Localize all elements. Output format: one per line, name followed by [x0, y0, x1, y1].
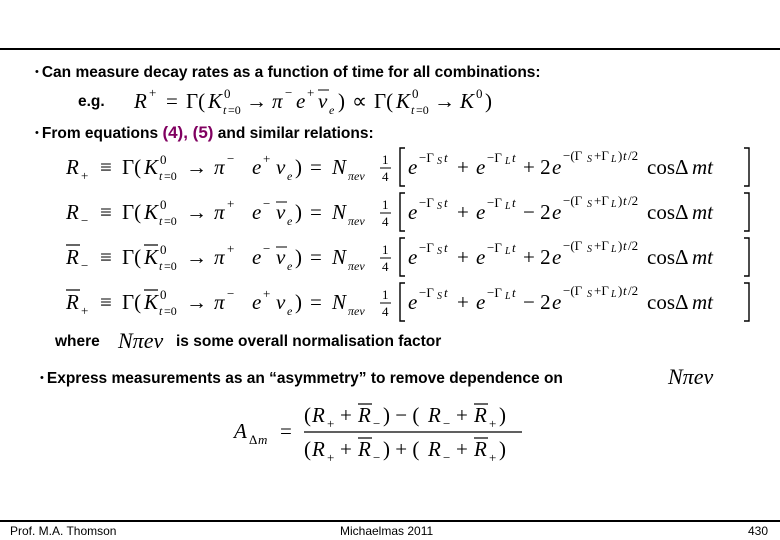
svg-text:cosΔ: cosΔ — [647, 200, 689, 224]
svg-text:−: − — [263, 241, 271, 256]
svg-text:e: e — [252, 245, 262, 269]
svg-text:−: − — [443, 416, 451, 431]
svg-text:=0: =0 — [228, 103, 241, 117]
svg-text:R: R — [134, 89, 147, 113]
svg-text:4: 4 — [382, 259, 389, 274]
svg-text:+ 2: + 2 — [523, 155, 551, 179]
svg-text:=0: =0 — [416, 103, 429, 117]
norm-symbol-where: Nπeν — [118, 328, 164, 353]
svg-text:=: = — [280, 419, 292, 443]
svg-text:e: e — [287, 259, 293, 273]
svg-text:R: R — [428, 403, 441, 427]
svg-text:Γ(: Γ( — [122, 155, 142, 179]
svg-text:R: R — [312, 403, 325, 427]
svg-text:L: L — [611, 154, 617, 165]
svg-text:−: − — [227, 151, 235, 166]
asymmetry-equation — [232, 398, 542, 468]
svg-text:L: L — [505, 291, 511, 302]
svg-text:−Γ: −Γ — [487, 285, 502, 300]
svg-text:Γ(: Γ( — [122, 200, 142, 224]
svg-text:Γ(: Γ( — [186, 89, 206, 113]
svg-text:S: S — [437, 291, 442, 302]
svg-text:mt: mt — [692, 200, 713, 224]
svg-text:e: e — [408, 245, 418, 269]
svg-text:A: A — [234, 419, 247, 443]
svg-text:K: K — [144, 155, 159, 179]
svg-text:N: N — [332, 155, 347, 179]
svg-text:+: + — [457, 245, 469, 269]
svg-text:π: π — [214, 245, 225, 269]
svg-text:R: R — [66, 245, 79, 269]
svg-text:e: e — [408, 155, 418, 179]
svg-text:t: t — [159, 169, 163, 183]
svg-text:→: → — [434, 89, 455, 113]
svg-text:L: L — [505, 201, 511, 212]
svg-text:R: R — [66, 200, 79, 224]
bullet-1-text: Can measure decay rates as a function of time for all combinations: — [41, 64, 541, 81]
svg-text:): ) — [485, 89, 492, 113]
svg-text:+: + — [456, 403, 468, 427]
svg-text:+: + — [263, 286, 271, 301]
svg-text:0: 0 — [476, 86, 483, 101]
svg-text:t: t — [444, 240, 448, 255]
svg-text:+: + — [81, 168, 89, 183]
svg-text:−: − — [81, 258, 89, 273]
bullet-2-text: From equations — [41, 125, 163, 142]
where-label: where — [55, 333, 100, 350]
svg-text:−Γ: −Γ — [419, 150, 434, 165]
svg-text:=: = — [166, 89, 178, 113]
svg-text:→: → — [246, 89, 267, 113]
svg-text:=0: =0 — [164, 169, 177, 183]
svg-text:+: + — [307, 85, 315, 100]
svg-text:ν: ν — [276, 245, 286, 269]
svg-text:R: R — [428, 437, 441, 461]
rate-equation-1 — [65, 148, 749, 186]
bottom-rule — [0, 520, 780, 522]
svg-text:−Γ: −Γ — [419, 195, 434, 210]
svg-text:+Γ: +Γ — [594, 148, 609, 163]
svg-text:R: R — [358, 437, 371, 461]
equation-refs: (4), (5) — [162, 123, 214, 142]
svg-text:+: + — [457, 200, 469, 224]
svg-text:cosΔ: cosΔ — [647, 155, 689, 179]
svg-text:t: t — [444, 150, 448, 165]
svg-text:0: 0 — [160, 242, 167, 257]
svg-text:+: + — [327, 416, 335, 431]
svg-text:−Γ: −Γ — [419, 285, 434, 300]
page-number: 430 — [748, 524, 769, 538]
svg-text:+ 2: + 2 — [523, 245, 551, 269]
svg-text:t: t — [159, 304, 163, 318]
svg-text:π: π — [214, 200, 225, 224]
svg-text:+: + — [227, 241, 235, 256]
svg-text:e: e — [287, 214, 293, 228]
svg-text:) + (: ) + ( — [383, 437, 420, 461]
footer-author: Prof. M.A. Thomson — [10, 524, 117, 538]
svg-text:S: S — [587, 199, 592, 210]
svg-text:L: L — [505, 156, 511, 167]
svg-text:1: 1 — [382, 152, 389, 167]
svg-text:πeν: πeν — [348, 214, 365, 228]
svg-text:−: − — [443, 450, 451, 465]
svg-text:πeν: πeν — [348, 304, 365, 318]
svg-text:): ) — [618, 238, 623, 253]
svg-text:S: S — [437, 201, 442, 212]
svg-text:−: − — [373, 450, 381, 465]
svg-text:e: e — [552, 155, 562, 179]
svg-text:N: N — [332, 290, 347, 314]
svg-text:/2: /2 — [628, 193, 639, 208]
svg-text:K: K — [396, 89, 411, 113]
svg-text:→: → — [186, 155, 207, 179]
svg-text:mt: mt — [692, 155, 713, 179]
svg-text:e: e — [252, 155, 262, 179]
svg-text:): ) — [618, 148, 623, 163]
svg-text:=: = — [310, 200, 322, 224]
footer-term: Michaelmas 2011 — [340, 524, 434, 538]
svg-text:+: + — [327, 450, 335, 465]
where-text: is some overall normalisation factor — [176, 333, 442, 350]
svg-text:≡: ≡ — [100, 155, 112, 179]
svg-text:t: t — [623, 283, 627, 298]
svg-text:π: π — [214, 290, 225, 314]
svg-text:) − (: ) − ( — [383, 403, 420, 427]
svg-text:S: S — [437, 156, 442, 167]
svg-text:→: → — [186, 290, 207, 314]
svg-text:): ) — [295, 155, 302, 179]
svg-text:t: t — [512, 285, 516, 300]
svg-text:−Γ: −Γ — [487, 150, 502, 165]
svg-text:t: t — [512, 240, 516, 255]
svg-text:t: t — [623, 193, 627, 208]
svg-text:Γ(: Γ( — [122, 290, 142, 314]
svg-text:4: 4 — [382, 169, 389, 184]
svg-text:0: 0 — [224, 86, 231, 101]
svg-text:R: R — [66, 155, 79, 179]
svg-text:t: t — [223, 103, 227, 117]
svg-text:−: − — [81, 213, 89, 228]
svg-text:+: + — [263, 151, 271, 166]
svg-text:πeν: πeν — [348, 169, 365, 183]
bullet-2-text-post: and similar relations: — [213, 125, 374, 142]
rate-equation-3 — [65, 238, 749, 276]
svg-text:−: − — [263, 196, 271, 211]
svg-text:S: S — [587, 244, 592, 255]
bullet-2 — [35, 123, 374, 143]
svg-text:K: K — [144, 200, 159, 224]
svg-text:R: R — [474, 437, 487, 461]
svg-text:=0: =0 — [164, 304, 177, 318]
svg-text:− 2: − 2 — [523, 290, 551, 314]
svg-text:=: = — [310, 245, 322, 269]
svg-text:R: R — [474, 403, 487, 427]
svg-text:): ) — [618, 283, 623, 298]
svg-text:S: S — [437, 246, 442, 257]
eg-label: e.g. — [78, 93, 105, 110]
svg-text:R: R — [358, 403, 371, 427]
svg-text:t: t — [159, 259, 163, 273]
svg-text:e: e — [408, 200, 418, 224]
svg-text:e: e — [476, 290, 486, 314]
svg-text:): ) — [295, 245, 302, 269]
svg-text:e: e — [552, 290, 562, 314]
svg-text:S: S — [587, 289, 592, 300]
svg-text:R: R — [312, 437, 325, 461]
svg-text:4: 4 — [382, 304, 389, 319]
svg-text:): ) — [618, 193, 623, 208]
svg-text:R: R — [66, 290, 79, 314]
svg-text:K: K — [144, 245, 159, 269]
svg-text:t: t — [159, 214, 163, 228]
svg-text:e: e — [252, 290, 262, 314]
svg-text:/2: /2 — [628, 238, 639, 253]
svg-text:+: + — [227, 196, 235, 211]
svg-text:e: e — [329, 103, 335, 117]
svg-text:+: + — [457, 290, 469, 314]
svg-text:Γ(: Γ( — [122, 245, 142, 269]
svg-text:+Γ: +Γ — [594, 283, 609, 298]
svg-text:−(Γ: −(Γ — [563, 238, 583, 253]
svg-text:−Γ: −Γ — [487, 195, 502, 210]
svg-text:L: L — [611, 289, 617, 300]
svg-text:/2: /2 — [628, 283, 639, 298]
svg-text:t: t — [411, 103, 415, 117]
bullet-3 — [40, 370, 563, 388]
svg-text:L: L — [611, 199, 617, 210]
svg-text:e: e — [287, 169, 293, 183]
svg-text:4: 4 — [382, 214, 389, 229]
norm-symbol-bullet: Nπeν — [668, 364, 714, 389]
svg-text:e: e — [296, 89, 306, 113]
svg-text:+: + — [81, 303, 89, 318]
svg-text:t: t — [512, 195, 516, 210]
svg-text:(: ( — [304, 403, 311, 427]
rate-equations — [60, 142, 760, 332]
svg-text:m: m — [258, 432, 268, 447]
top-rule — [0, 48, 780, 50]
svg-text:− 2: − 2 — [523, 200, 551, 224]
svg-text:N: N — [332, 200, 347, 224]
svg-text:≡: ≡ — [100, 290, 112, 314]
svg-text:π: π — [272, 89, 283, 113]
svg-text:+: + — [340, 437, 352, 461]
bullet-1 — [35, 64, 541, 82]
bullet-dot: • — [35, 127, 39, 139]
svg-text:0: 0 — [412, 86, 419, 101]
svg-text:e: e — [552, 200, 562, 224]
svg-text:+Γ: +Γ — [594, 193, 609, 208]
svg-text:=: = — [310, 155, 322, 179]
svg-text:∝: ∝ — [352, 89, 368, 113]
svg-text:ν: ν — [318, 89, 328, 113]
svg-text:e: e — [476, 155, 486, 179]
svg-text:=: = — [310, 290, 322, 314]
svg-text:−Γ: −Γ — [419, 240, 434, 255]
svg-text:t: t — [623, 238, 627, 253]
svg-text:−: − — [373, 416, 381, 431]
bullet-dot: • — [40, 372, 44, 384]
svg-text:=0: =0 — [164, 259, 177, 273]
svg-text:+: + — [457, 155, 469, 179]
svg-text:e: e — [552, 245, 562, 269]
svg-text:ν: ν — [276, 155, 286, 179]
svg-text:): ) — [295, 290, 302, 314]
svg-text:−(Γ: −(Γ — [563, 283, 583, 298]
svg-text:−(Γ: −(Γ — [563, 148, 583, 163]
svg-text:mt: mt — [692, 245, 713, 269]
svg-text:S: S — [587, 154, 592, 165]
svg-text:e: e — [476, 245, 486, 269]
svg-text:K: K — [460, 89, 475, 113]
rate-equation-4 — [65, 283, 749, 321]
svg-text:−: − — [227, 286, 235, 301]
svg-text:mt: mt — [692, 290, 713, 314]
svg-text:1: 1 — [382, 287, 389, 302]
svg-text:ν: ν — [276, 290, 286, 314]
svg-text:Δ: Δ — [249, 432, 258, 447]
svg-text:): ) — [499, 403, 506, 427]
example-equation — [130, 84, 550, 118]
svg-text:cosΔ: cosΔ — [647, 245, 689, 269]
svg-text:0: 0 — [160, 287, 167, 302]
svg-text:0: 0 — [160, 152, 167, 167]
svg-text:t: t — [623, 148, 627, 163]
svg-text:e: e — [287, 304, 293, 318]
svg-text:Γ(: Γ( — [374, 89, 394, 113]
svg-text:=0: =0 — [164, 214, 177, 228]
bullet-3-text: Express measurements as an “asymmetry” to remove dependence on — [46, 370, 563, 387]
svg-text:e: e — [252, 200, 262, 224]
svg-text:L: L — [505, 246, 511, 257]
svg-text:+: + — [149, 85, 157, 100]
svg-text:t: t — [444, 195, 448, 210]
svg-text:e: e — [476, 200, 486, 224]
svg-text:cosΔ: cosΔ — [647, 290, 689, 314]
svg-text:1: 1 — [382, 242, 389, 257]
svg-text:t: t — [444, 285, 448, 300]
svg-text:+: + — [489, 416, 497, 431]
svg-text:−Γ: −Γ — [487, 240, 502, 255]
svg-text:e: e — [408, 290, 418, 314]
svg-text:): ) — [338, 89, 345, 113]
svg-text:L: L — [611, 244, 617, 255]
svg-text:1: 1 — [382, 197, 389, 212]
svg-text:≡: ≡ — [100, 200, 112, 224]
svg-text:→: → — [186, 200, 207, 224]
svg-text:0: 0 — [160, 197, 167, 212]
bullet-dot: • — [35, 66, 39, 78]
svg-text:+: + — [489, 450, 497, 465]
svg-text:t: t — [512, 150, 516, 165]
svg-text:K: K — [144, 290, 159, 314]
svg-text:+: + — [456, 437, 468, 461]
svg-text:/2: /2 — [628, 148, 639, 163]
svg-text:≡: ≡ — [100, 245, 112, 269]
svg-text:K: K — [208, 89, 223, 113]
svg-text:πeν: πeν — [348, 259, 365, 273]
rate-equation-2 — [65, 193, 749, 231]
svg-text:+Γ: +Γ — [594, 238, 609, 253]
svg-text:+: + — [340, 403, 352, 427]
svg-text:): ) — [499, 437, 506, 461]
svg-text:−(Γ: −(Γ — [563, 193, 583, 208]
svg-text:N: N — [332, 245, 347, 269]
svg-text:ν: ν — [276, 200, 286, 224]
svg-text:): ) — [295, 200, 302, 224]
svg-text:(: ( — [304, 437, 311, 461]
svg-text:→: → — [186, 245, 207, 269]
svg-text:−: − — [285, 85, 293, 100]
svg-text:π: π — [214, 155, 225, 179]
